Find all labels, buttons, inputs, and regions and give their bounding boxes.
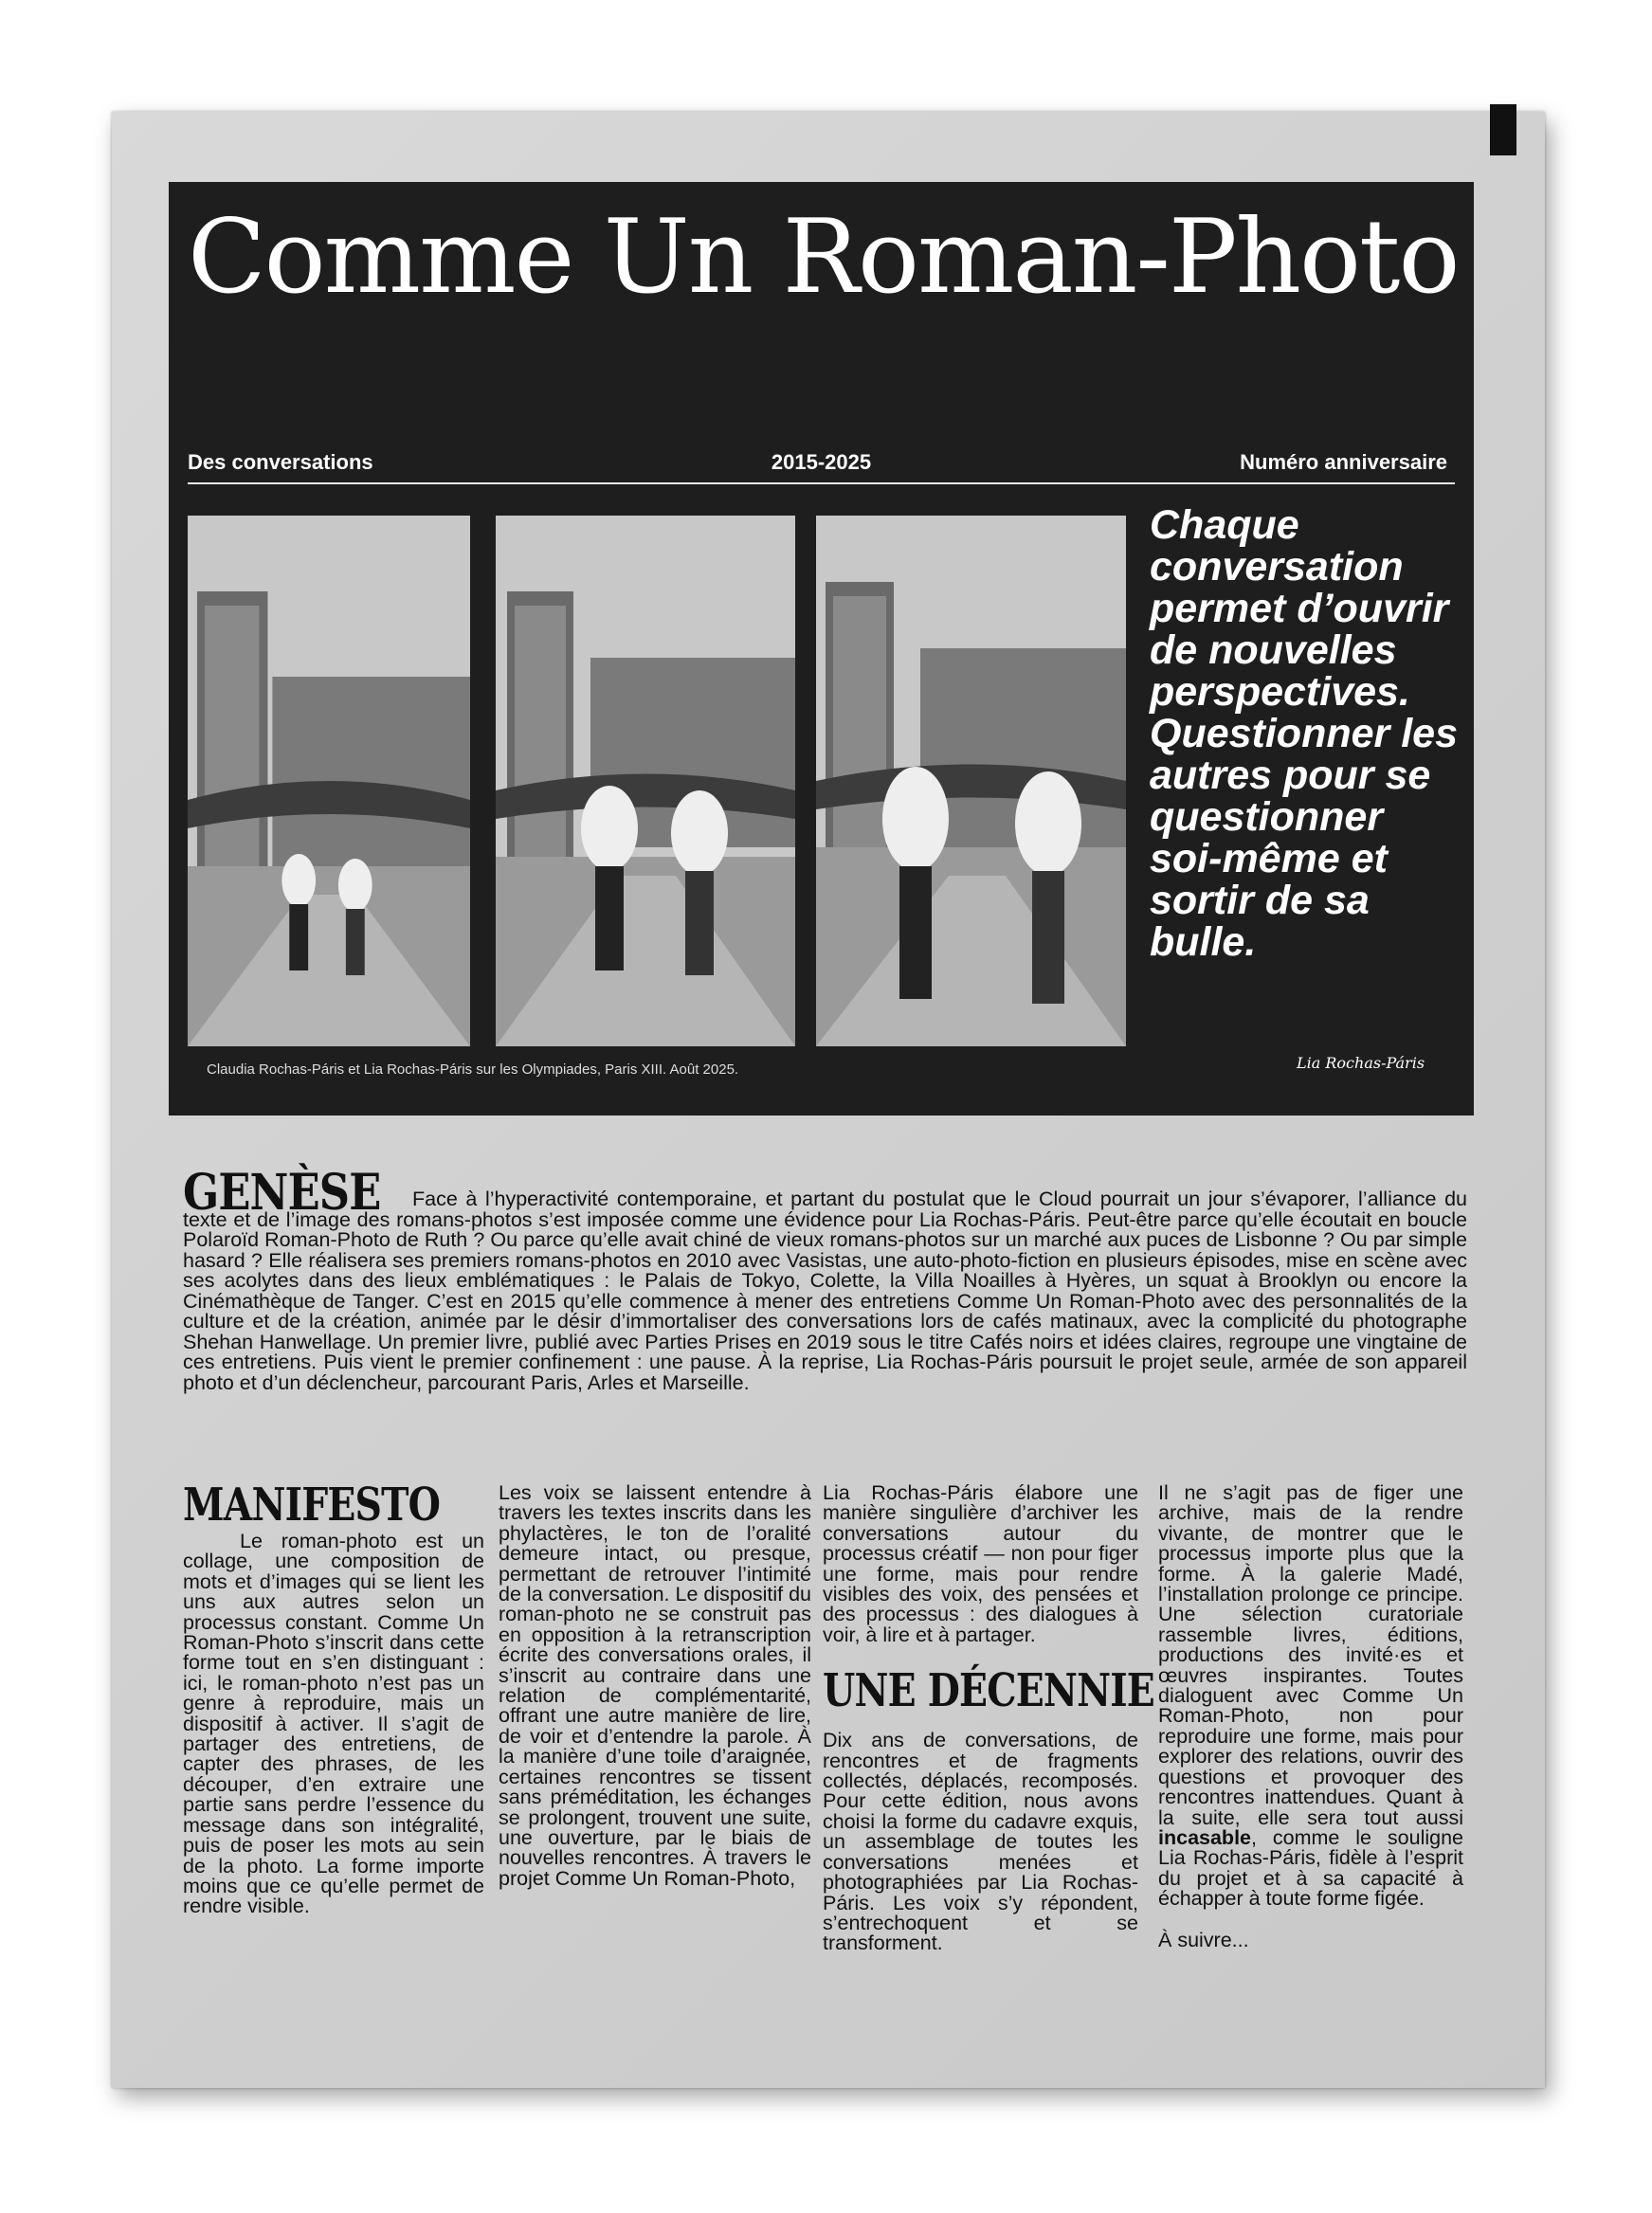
pull-quote: Chaque conversation permet d’ouvrir de nouvelles perspectives. Questionner les autres pour se questionner soi-même et sortir de sa bulle. <box>1150 502 1458 965</box>
decennie-heading: UNE DÉCENNIE <box>823 1664 1154 1718</box>
manifesto-paragraph: Le roman-photo est un collage, une composition de mots et d’images qui se lient les uns aux autres selon un processus constant. Comme Un Roman-Photo s’inscrit dans cette forme tout en s’en distinguant : ici, le roman-photo n’est pas un genre à reproduire, mais un dispositif à activer. Il s’agit de partager des entretiens, de capter des phrases, de les découper, d’en extraire une partie sans perdre l’essence du message dans son intégralité, puis de poser les mots au sein de la photo. La forme importe moins que ce qu’elle permet de rendre visible. <box>183 1530 484 1918</box>
meta-center-label: 2015-2025 <box>771 450 872 474</box>
manifesto-heading: MANIFESTO <box>183 1478 441 1532</box>
decennie-paragraph: Dix ans de conversations, de rencontres et de fragments collectés, déplacés, recomposés. Pour cette édition, nous avons choisi la forme du cadavre exquis, un assemblage de toutes les conversations menées et photographiées par Lia Rochas-Páris. Les voix s’y répondent, s’entrechoquent et se transforment. <box>823 1729 1138 1955</box>
column-4 <box>1158 1483 1463 1950</box>
corner-registration-mark <box>1490 104 1516 155</box>
masthead <box>169 182 1474 1116</box>
closing-line: À suivre... <box>1158 1928 1249 1951</box>
column-2-paragraph: Les voix se laissent entendre à travers les textes inscrits dans les phylactères, le ton de l’oralité demeure intact, ou presque, permettant de retrouver l’intimité de la conversation. Le dispositif du roman-photo ne se construit pas en opposition à la retranscription écrite des conversations orales, il s’inscrit au contraire dans une relation de complémentarité, offrant une autre manière de lire, de voir et d’entendre la parole. À la manière d’une toile d’araignée, certaines rencontres se tissent sans préméditation, les échanges se prolongent, trouvent une suite, une ouverture, par le biais de nouvelles rencontres. À travers le projet Comme Un Roman-Photo, <box>499 1481 811 1890</box>
masthead-meta-row <box>188 450 1455 484</box>
genese-paragraph: Face à l’hyperactivité contemporaine, et partant du postulat que le Cloud pourrait un jour s’évaporer, l’alliance du texte et de l’image des romans-photos s’est imposée comme une évidence pour Lia Rochas-Páris. Peut-être parce qu’elle écoutait en boucle Polaroïd Roman-Photo de Ruth ? Ou parce qu’elle avait chiné de vieux romans-photos sur un marché aux puces de Lisbonne ? Ou par simple hasard ? Elle réalisera ses premiers romans-photos en 2010 avec Vasistas, une auto-photo-fiction en plusieurs épisodes, mise en scène avec ses acolytes dans des lieux emblématiques : le Palais de Tokyo, Colette, la Villa Noailles à Hyères, un squat à Brooklyn ou encore la Cinémathèque de Tanger. C’est en 2015 qu’elle commence à mener des entretiens Comme Un Roman-Photo avec des personnalités de la culture et de la création, animée par le désir d’immortaliser des conversations lors de cafés matinaux, avec la complicité du photographe Shehan Hanwellage. Un premier livre, publié avec Parties Prises en 2019 sous le titre Cafés noirs et idées claires, regroupe une vingtaine de ces entretiens. Puis vient le premier confinement : une pause. À la reprise, Lia Rochas-Páris poursuit le projet seule, armée de son appareil photo et d’un déclencheur, parcourant Paris, Arles et Marseille. <box>183 1188 1467 1394</box>
genese-heading: GENÈSE <box>183 1164 381 1222</box>
photo-frame-1 <box>188 516 470 1046</box>
meta-left-label: Des conversations <box>188 450 373 474</box>
photo-caption: Claudia Rochas-Páris et Lia Rochas-Páris sur les Olympiades, Paris XIII. Août 2025. <box>207 1061 739 1078</box>
meta-right-label: Numéro anniversaire <box>1240 450 1447 474</box>
photo-frame-3 <box>816 516 1126 1046</box>
incasable-word: incasable <box>1158 1825 1251 1849</box>
manifesto-column <box>183 1478 484 1917</box>
column-4-text-b: , comme le souligne Lia Rochas-Páris, fidèle à l’esprit du projet et à sa capacité à échapper à toute forme figée. <box>1158 1825 1463 1911</box>
column-4-paragraph <box>1158 1483 1463 1910</box>
column-3 <box>823 1481 1154 1955</box>
photo-frame-2 <box>496 516 795 1046</box>
column-2 <box>499 1483 811 1889</box>
newspaper-title: Comme Un Roman-Photo <box>188 198 1459 317</box>
column-4-text-a: Il ne s’agit pas de figer une archive, mais de la rendre vivante, de montrer que le processus importe plus que la forme. À la galerie Madé, l’installation prolonge ce principe. Une sélection curatoriale rassemble livres, éditions, productions des invité·es et œuvres inspirantes. Toutes dialoguent avec Comme Un Roman-Photo, non pour reproduire une forme, mais pour explorer des relations, ouvrir des questions et provoquer des rencontres inattendues. Quant à la suite, elle sera tout aussi <box>1158 1481 1463 1829</box>
signature: Lia Rochas-Páris <box>1297 1054 1425 1072</box>
column-3-paragraph: Lia Rochas-Páris élabore une manière singulière d’archiver les conversations autour du processus créatif — non pour figer une forme, mais pour rendre visibles des voix, des pensées et des processus : des dialogues à voir, à lire et à partager. <box>823 1481 1138 1646</box>
